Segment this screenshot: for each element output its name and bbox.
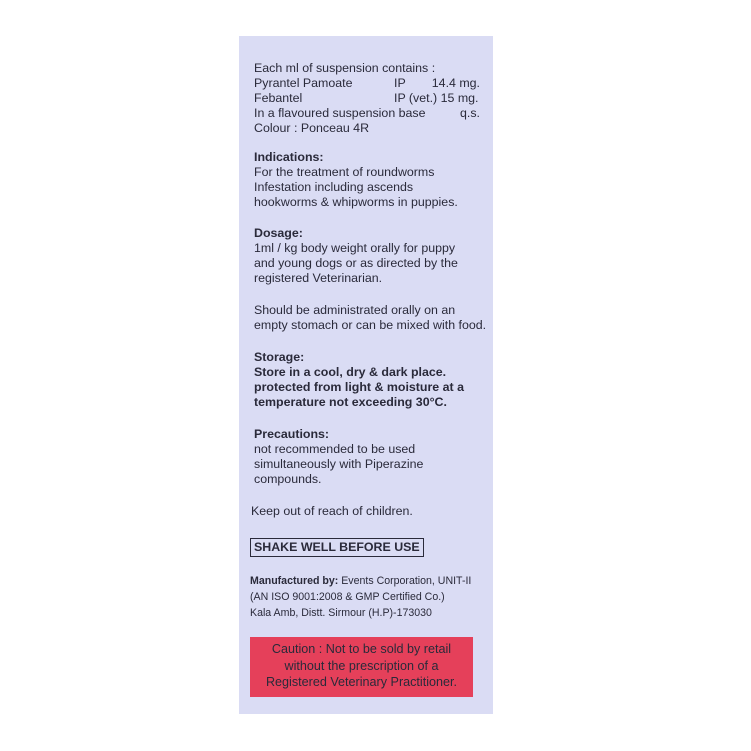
caution-box: [250, 637, 473, 697]
manufacturer-label: Manufactured by:: [250, 575, 339, 587]
indications-line: hookworms & whipworms in puppies.: [254, 195, 458, 209]
precautions-line: simultaneously with Piperazine: [254, 457, 424, 471]
administration-line: Should be administrated orally on an: [254, 303, 456, 317]
label-panel: [239, 36, 493, 714]
ingredient-amount: q.s.: [460, 106, 480, 120]
ingredient-row: [254, 106, 480, 121]
manufacturer-address: Kala Amb, Distt. Sirmour (H.P)-173030: [250, 607, 432, 619]
precautions-line: compounds.: [254, 472, 322, 486]
indications-line: Infestation including ascends: [254, 180, 414, 194]
storage-heading: Storage:: [254, 350, 305, 364]
indications-line: For the treatment of roundworms: [254, 165, 435, 179]
ingredient-grade: IP: [394, 76, 406, 90]
indications-heading: Indications:: [254, 150, 324, 164]
dosage-line: registered Veterinarian.: [254, 271, 383, 285]
dosage-heading: Dosage:: [254, 226, 303, 240]
shake-well-notice: SHAKE WELL BEFORE USE: [250, 538, 424, 557]
caution-line: without the prescription of a: [284, 658, 439, 673]
storage-line: temperature not exceeding 30°C.: [254, 395, 447, 409]
ingredient-amount: 14.4 mg.: [431, 76, 480, 90]
storage-line: Store in a cool, dry & dark place.: [254, 365, 447, 379]
caution-line: Caution : Not to be sold by retail: [271, 642, 452, 656]
precautions-heading: Precautions:: [254, 427, 330, 441]
ingredient-name: In a flavoured suspension base: [254, 106, 426, 120]
administration-line: empty stomach or can be mixed with food.: [254, 318, 487, 332]
colour-line: Colour : Ponceau 4R: [254, 121, 370, 135]
manufacturer-name: Events Corporation, UNIT-II: [338, 575, 472, 587]
dosage-line: and young dogs or as directed by the: [254, 256, 458, 270]
ingredient-grade: IP (vet.) 15 mg.: [394, 91, 479, 105]
caution-line: Registered Veterinary Practitioner.: [265, 675, 458, 689]
manufacturer-line: [250, 575, 471, 588]
ingredient-name: Febantel: [254, 91, 303, 105]
ingredient-row: [254, 76, 480, 91]
ingredient-name: Pyrantel Pamoate: [254, 76, 353, 90]
composition-intro: Each ml of suspension contains :: [254, 61, 436, 75]
storage-line: protected from light & moisture at a: [254, 380, 464, 394]
keep-out-notice: Keep out of reach of children.: [251, 504, 413, 518]
precautions-line: not recommended to be used: [254, 442, 416, 456]
dosage-line: 1ml / kg body weight orally for puppy: [254, 241, 456, 255]
manufacturer-certification: (AN ISO 9001:2008 & GMP Certified Co.): [250, 591, 445, 603]
ingredient-row: [254, 91, 480, 106]
